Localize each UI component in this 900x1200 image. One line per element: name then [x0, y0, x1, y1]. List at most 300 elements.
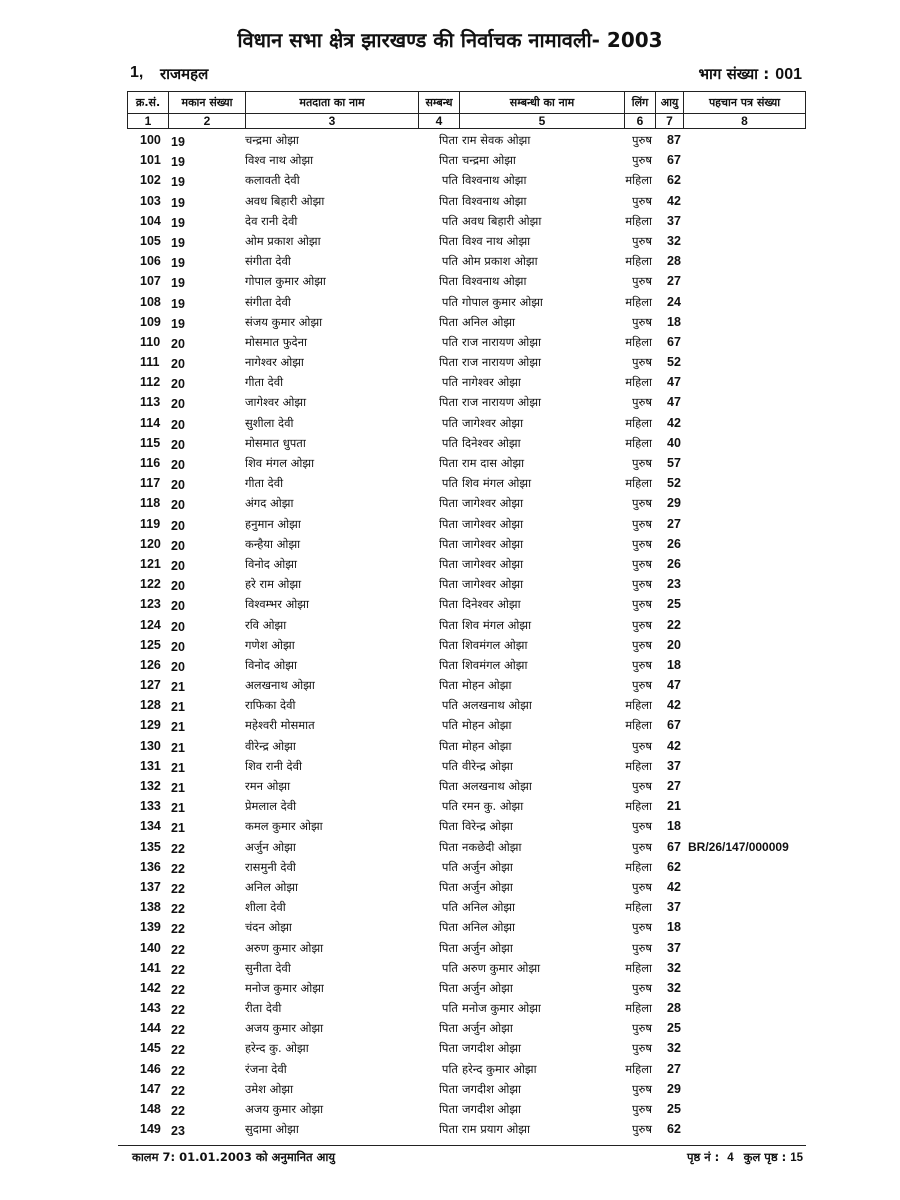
column-number: 1 [128, 114, 169, 129]
table-row [0, 918, 900, 938]
serial-number: 105 [140, 233, 161, 248]
house-number: 20 [171, 558, 185, 573]
relation: पति [441, 1001, 458, 1016]
voter-name: उमेश ओझा [245, 1081, 294, 1096]
table-row [0, 313, 900, 333]
age: 47 [667, 395, 681, 410]
gender: पुरुष [631, 577, 652, 592]
relative-name: राज नारायण ओझा [462, 334, 541, 349]
house-number: 22 [171, 902, 185, 917]
gender: पुरुष [631, 496, 652, 511]
age: 42 [667, 738, 681, 753]
gender: पुरुष [631, 657, 652, 672]
table-row [0, 192, 900, 212]
column-number-row [128, 114, 806, 129]
gender: पुरुष [631, 879, 652, 894]
gender: पुरुष [631, 516, 652, 531]
gender: महिला [625, 1061, 652, 1076]
relation: पिता [438, 456, 458, 470]
relative-name: राज नारायण ओझा [462, 355, 541, 370]
voter-name: मनोज कुमार ओझा [245, 980, 324, 995]
relation: पिता [438, 1081, 458, 1096]
gender: महिला [625, 173, 652, 188]
gender: पुरुष [631, 839, 652, 854]
age: 18 [667, 314, 681, 329]
house-number: 22 [171, 861, 185, 876]
relation: पति [441, 900, 458, 915]
voter-name: ओम प्रकाश ओझा [245, 233, 321, 248]
house-number: 19 [171, 215, 185, 230]
table-row [0, 696, 900, 716]
serial-number: 148 [140, 1102, 161, 1116]
house-number: 21 [171, 680, 185, 695]
age: 42 [667, 193, 681, 208]
relative-name: रमन कु. ओझा [462, 799, 524, 814]
relation: पिता [438, 496, 458, 511]
serial-number: 100 [140, 133, 161, 147]
age: 25 [667, 597, 681, 612]
serial-number: 131 [140, 758, 161, 773]
relation: पति [441, 859, 458, 874]
house-number: 20 [171, 599, 185, 614]
voter-name: हनुमान ओझा [245, 516, 301, 531]
gender: पुरुष [631, 678, 652, 693]
voter-name: विश्वम्भर ओझा [245, 597, 309, 612]
column-header: सम्बन्ध [419, 92, 460, 114]
serial-number: 120 [140, 536, 161, 551]
table-row [0, 716, 900, 736]
table-row [0, 1019, 900, 1039]
house-number: 20 [171, 478, 185, 493]
column-header: लिंग [625, 92, 656, 114]
serial-number: 118 [140, 496, 161, 511]
part-number [698, 64, 802, 84]
gender: पुरुष [631, 1021, 652, 1036]
relative-name: जागेश्वर ओझा [462, 415, 524, 430]
house-number: 20 [171, 639, 185, 654]
voter-list [0, 131, 900, 1140]
part-number-value: 001 [775, 66, 802, 83]
part-number-label: भाग संख्या : [698, 65, 770, 83]
relation: पति [441, 476, 458, 491]
house-number: 23 [171, 1124, 185, 1139]
voter-name: विनोद ओझा [245, 556, 297, 571]
serial-number: 123 [140, 597, 161, 612]
serial-number: 146 [140, 1061, 161, 1076]
age: 32 [667, 980, 681, 995]
relative-name: अर्जुन ओझा [462, 859, 513, 874]
voter-name: गोपाल कुमार ओझा [245, 274, 326, 289]
house-number: 20 [171, 518, 185, 533]
serial-number: 101 [140, 153, 161, 168]
relation: पिता [438, 980, 458, 995]
table-row [0, 1060, 900, 1080]
table-row [0, 959, 900, 979]
relation: पिता [438, 779, 458, 793]
house-number: 22 [171, 982, 185, 997]
gender: महिला [625, 415, 652, 430]
relative-name: शिवमंगल ओझा [462, 637, 528, 652]
gender: महिला [625, 375, 652, 390]
serial-number: 130 [140, 738, 161, 753]
relation: पति [441, 435, 458, 450]
voter-name: शिव रानी देवी [245, 758, 303, 773]
voter-name: मोसमात फुदेना [245, 334, 308, 349]
age: 42 [667, 415, 681, 430]
gender: पुरुष [631, 940, 652, 955]
relation: पिता [438, 1122, 458, 1137]
house-number: 21 [171, 801, 185, 816]
table-row [0, 616, 900, 636]
age: 23 [667, 577, 681, 592]
serial-number: 112 [140, 375, 161, 390]
age: 27 [667, 274, 681, 289]
voter-name: मोसमात धुपता [245, 435, 306, 450]
voter-name: कलावती देवी [245, 173, 300, 188]
relative-name: अर्जुन ओझा [462, 980, 513, 995]
relative-name: विश्व नाथ ओझा [462, 233, 531, 248]
gender: पुरुष [631, 536, 652, 551]
age: 27 [667, 516, 681, 531]
house-number: 22 [171, 1063, 185, 1078]
gender: पुरुष [631, 193, 652, 208]
table-row [0, 232, 900, 252]
age: 27 [667, 779, 681, 793]
relation: पिता [438, 233, 458, 248]
serial-number: 116 [140, 456, 161, 470]
relation: पिता [438, 879, 458, 894]
relative-name: गोपाल कुमार ओझा [462, 294, 543, 309]
age: 62 [667, 1122, 681, 1137]
age: 47 [667, 375, 681, 390]
relative-name: शिवमंगल ओझा [462, 657, 528, 672]
serial-number: 119 [140, 516, 161, 531]
serial-number: 149 [140, 1122, 161, 1137]
relative-name: अवध बिहारी ओझा [462, 213, 542, 228]
table-row [0, 1100, 900, 1120]
gender: पुरुष [631, 920, 652, 935]
relation: पति [441, 294, 458, 309]
house-number: 19 [171, 296, 185, 311]
house-number: 19 [171, 195, 185, 210]
table-row [0, 636, 900, 656]
table-row [0, 272, 900, 292]
table-row [0, 878, 900, 898]
age: 25 [667, 1102, 681, 1116]
gender: पुरुष [631, 617, 652, 632]
gender: पुरुष [631, 133, 652, 147]
serial-number: 103 [140, 193, 161, 208]
age: 28 [667, 1001, 681, 1016]
gender: पुरुष [631, 779, 652, 793]
relation: पिता [438, 920, 458, 935]
table-row [0, 393, 900, 413]
voter-name: हरेन्द कु. ओझा [245, 1041, 309, 1056]
serial-number: 128 [140, 698, 161, 713]
voter-name: राफिका देवी [245, 698, 296, 713]
table-header [127, 91, 806, 129]
relative-name: शिव मंगल ओझा [462, 476, 532, 491]
gender: महिला [625, 960, 652, 975]
age: 87 [667, 133, 681, 147]
relation: पिता [438, 940, 458, 955]
age: 37 [667, 758, 681, 773]
serial-number: 141 [140, 960, 161, 975]
table-row [0, 333, 900, 353]
relation: पति [441, 718, 458, 733]
gender: पुरुष [631, 1081, 652, 1096]
serial-number: 145 [140, 1041, 161, 1056]
relation: पिता [438, 314, 458, 329]
serial-number: 139 [140, 920, 161, 935]
serial-number: 124 [140, 617, 161, 632]
house-number: 22 [171, 1104, 185, 1118]
column-number: 8 [684, 114, 806, 129]
table-row [0, 777, 900, 797]
house-number: 21 [171, 700, 185, 715]
voter-name: चंदन ओझा [245, 920, 292, 935]
serial-number: 133 [140, 799, 161, 814]
voter-name: अंगद ओझा [245, 496, 294, 511]
relative-name: विश्वनाथ ओझा [462, 193, 527, 208]
gender: पुरुष [631, 1041, 652, 1056]
footer-divider [118, 1145, 806, 1146]
gender: पुरुष [631, 1102, 652, 1116]
serial-number: 102 [140, 173, 161, 188]
relation: पिता [438, 355, 458, 370]
table-row [0, 434, 900, 454]
gender: पुरुष [631, 274, 652, 289]
voter-name: रमन ओझा [245, 779, 291, 793]
relative-name: अलखनाथ ओझा [462, 698, 532, 713]
relative-name: जगदीश ओझा [462, 1041, 522, 1056]
house-number: 20 [171, 417, 185, 432]
relation: पति [441, 758, 458, 773]
age: 18 [667, 657, 681, 672]
voter-name: सुशीला देवी [245, 415, 294, 430]
table-row [0, 858, 900, 878]
relative-name: दिनेश्वर ओझा [462, 435, 521, 450]
age: 21 [667, 799, 681, 814]
relative-name: ओम प्रकाश ओझा [462, 254, 538, 269]
relative-name: अनिल ओझा [462, 900, 516, 915]
table-row [0, 999, 900, 1019]
serial-number: 111 [140, 355, 160, 370]
age: 24 [667, 294, 681, 309]
house-number: 20 [171, 377, 185, 392]
relative-name: नागेश्वर ओझा [462, 375, 521, 390]
gender: पुरुष [631, 456, 652, 470]
relation: पिता [438, 1102, 458, 1116]
table-row [0, 1039, 900, 1059]
relative-name: विश्वनाथ ओझा [462, 173, 527, 188]
voter-name: महेश्वरी मोसमात [245, 718, 315, 733]
column-number: 4 [419, 114, 460, 129]
column-number: 6 [625, 114, 656, 129]
serial-number: 122 [140, 577, 161, 592]
age: 67 [667, 718, 681, 733]
gender: महिला [625, 859, 652, 874]
table-row [0, 414, 900, 434]
table-row [0, 939, 900, 959]
voter-name: विश्व नाथ ओझा [245, 153, 314, 168]
table-row [0, 494, 900, 514]
relative-name: मोहन ओझा [462, 718, 512, 733]
table-row [0, 595, 900, 615]
gender: महिला [625, 334, 652, 349]
relation: पति [441, 334, 458, 349]
constituency-number: 1, [130, 64, 144, 81]
age: 32 [667, 233, 681, 248]
relative-name: जगदीश ओझा [462, 1102, 522, 1116]
relation: पति [441, 415, 458, 430]
voter-name: संगीता देवी [245, 294, 291, 309]
relation: पिता [438, 536, 458, 551]
relative-name: राम दास ओझा [462, 456, 525, 470]
voter-name: अवध बिहारी ओझा [245, 193, 325, 208]
gender: महिला [625, 254, 652, 269]
column-number: 5 [460, 114, 625, 129]
house-number: 20 [171, 659, 185, 674]
gender: महिला [625, 294, 652, 309]
table-row [0, 797, 900, 817]
house-number: 20 [171, 397, 185, 412]
table-row [0, 212, 900, 232]
relation: पिता [438, 678, 458, 693]
document-title: विधान सभा क्षेत्र झारखण्ड की निर्वाचक नामावली- 2003 [237, 28, 663, 52]
table-row [0, 474, 900, 494]
relative-name: मोहन ओझा [462, 738, 512, 753]
house-number: 22 [171, 1043, 185, 1058]
house-number: 19 [171, 175, 185, 190]
house-number: 21 [171, 821, 185, 836]
age: 37 [667, 900, 681, 915]
gender: महिला [625, 900, 652, 915]
table-row [0, 979, 900, 999]
serial-number: 132 [140, 779, 161, 793]
relation: पिता [438, 637, 458, 652]
serial-number: 134 [140, 819, 161, 834]
page-number: 4 [727, 1152, 734, 1164]
table-row [0, 555, 900, 575]
table-row [0, 817, 900, 837]
gender: महिला [625, 435, 652, 450]
gender: पुरुष [631, 637, 652, 652]
voter-name: अरुण कुमार ओझा [245, 940, 324, 955]
house-number: 22 [171, 1083, 185, 1098]
relation: पिता [438, 153, 458, 168]
relative-name: अरुण कुमार ओझा [462, 960, 541, 975]
age: 42 [667, 879, 681, 894]
column-header: पहचान पत्र संख्या [684, 92, 806, 114]
serial-number: 143 [140, 1001, 161, 1016]
serial-number: 115 [140, 435, 161, 450]
relative-name: जगदीश ओझा [462, 1081, 522, 1096]
gender: महिला [625, 698, 652, 713]
table-row [0, 1120, 900, 1140]
table-row [0, 757, 900, 777]
house-number: 22 [171, 922, 185, 937]
relation: पति [441, 799, 458, 814]
voter-name: नागेश्वर ओझा [245, 355, 304, 370]
voter-name: रासमुनी देवी [245, 859, 296, 874]
voter-name: अर्जुन ओझा [245, 839, 296, 854]
age: 22 [667, 617, 681, 632]
house-number: 21 [171, 781, 185, 795]
relation: पिता [438, 274, 458, 289]
age: 29 [667, 1081, 681, 1096]
table-row [0, 737, 900, 757]
age: 37 [667, 213, 681, 228]
voter-name: गीता देवी [245, 375, 284, 390]
gender: पुरुष [631, 738, 652, 753]
age: 18 [667, 920, 681, 935]
constituency-name: राजमहल [160, 65, 209, 83]
relation: पति [441, 698, 458, 713]
relative-name: नकछेदी ओझा [462, 839, 522, 854]
table-row [0, 373, 900, 393]
total-pages-label: कुल पृष्ठ : [743, 1150, 787, 1164]
column-header: मतदाता का नाम [246, 92, 419, 114]
gender: महिला [625, 476, 652, 491]
column-header: आयु [656, 92, 684, 114]
relative-name: अनिल ओझा [462, 920, 516, 935]
serial-number: 125 [140, 637, 161, 652]
relation: पिता [438, 597, 458, 612]
relative-name: शिव मंगल ओझा [462, 617, 532, 632]
column-header-row [128, 92, 806, 114]
relation: पिता [438, 556, 458, 571]
relative-name: अर्जुन ओझा [462, 879, 513, 894]
house-number: 21 [171, 740, 185, 755]
house-number: 20 [171, 579, 185, 594]
relative-name: अलखनाथ ओझा [462, 779, 532, 793]
house-number: 22 [171, 1023, 185, 1038]
relative-name: राम प्रयाग ओझा [462, 1122, 530, 1137]
serial-number: 126 [140, 657, 161, 672]
house-number: 20 [171, 498, 185, 513]
house-number: 20 [171, 357, 185, 372]
voter-name: विनोद ओझा [245, 657, 297, 672]
voter-name: अजय कुमार ओझा [245, 1102, 324, 1116]
age: 26 [667, 536, 681, 551]
age: 57 [667, 456, 681, 470]
voter-name: रंजना देवी [245, 1061, 287, 1076]
relation: पति [441, 1061, 458, 1076]
relation: पिता [438, 819, 458, 834]
voter-name: हरे राम ओझा [245, 577, 302, 592]
table-row [0, 535, 900, 555]
age: 67 [667, 839, 681, 854]
age: 28 [667, 254, 681, 269]
relation: पिता [438, 1021, 458, 1036]
serial-number: 136 [140, 859, 161, 874]
gender: महिला [625, 1001, 652, 1016]
relative-name: हरेन्द कुमार ओझा [462, 1061, 537, 1076]
serial-number: 135 [140, 839, 161, 854]
age: 27 [667, 1061, 681, 1076]
serial-number: 104 [140, 213, 161, 228]
relative-name: मनोज कुमार ओझा [462, 1001, 541, 1016]
house-number: 19 [171, 256, 185, 271]
column-number: 2 [169, 114, 246, 129]
voter-name: रीता देवी [245, 1001, 282, 1016]
gender: पुरुष [631, 597, 652, 612]
relative-name: विरेन्द्र ओझा [462, 819, 513, 834]
age: 32 [667, 1041, 681, 1056]
serial-number: 107 [140, 274, 161, 289]
voter-name: सुदामा ओझा [245, 1122, 299, 1137]
